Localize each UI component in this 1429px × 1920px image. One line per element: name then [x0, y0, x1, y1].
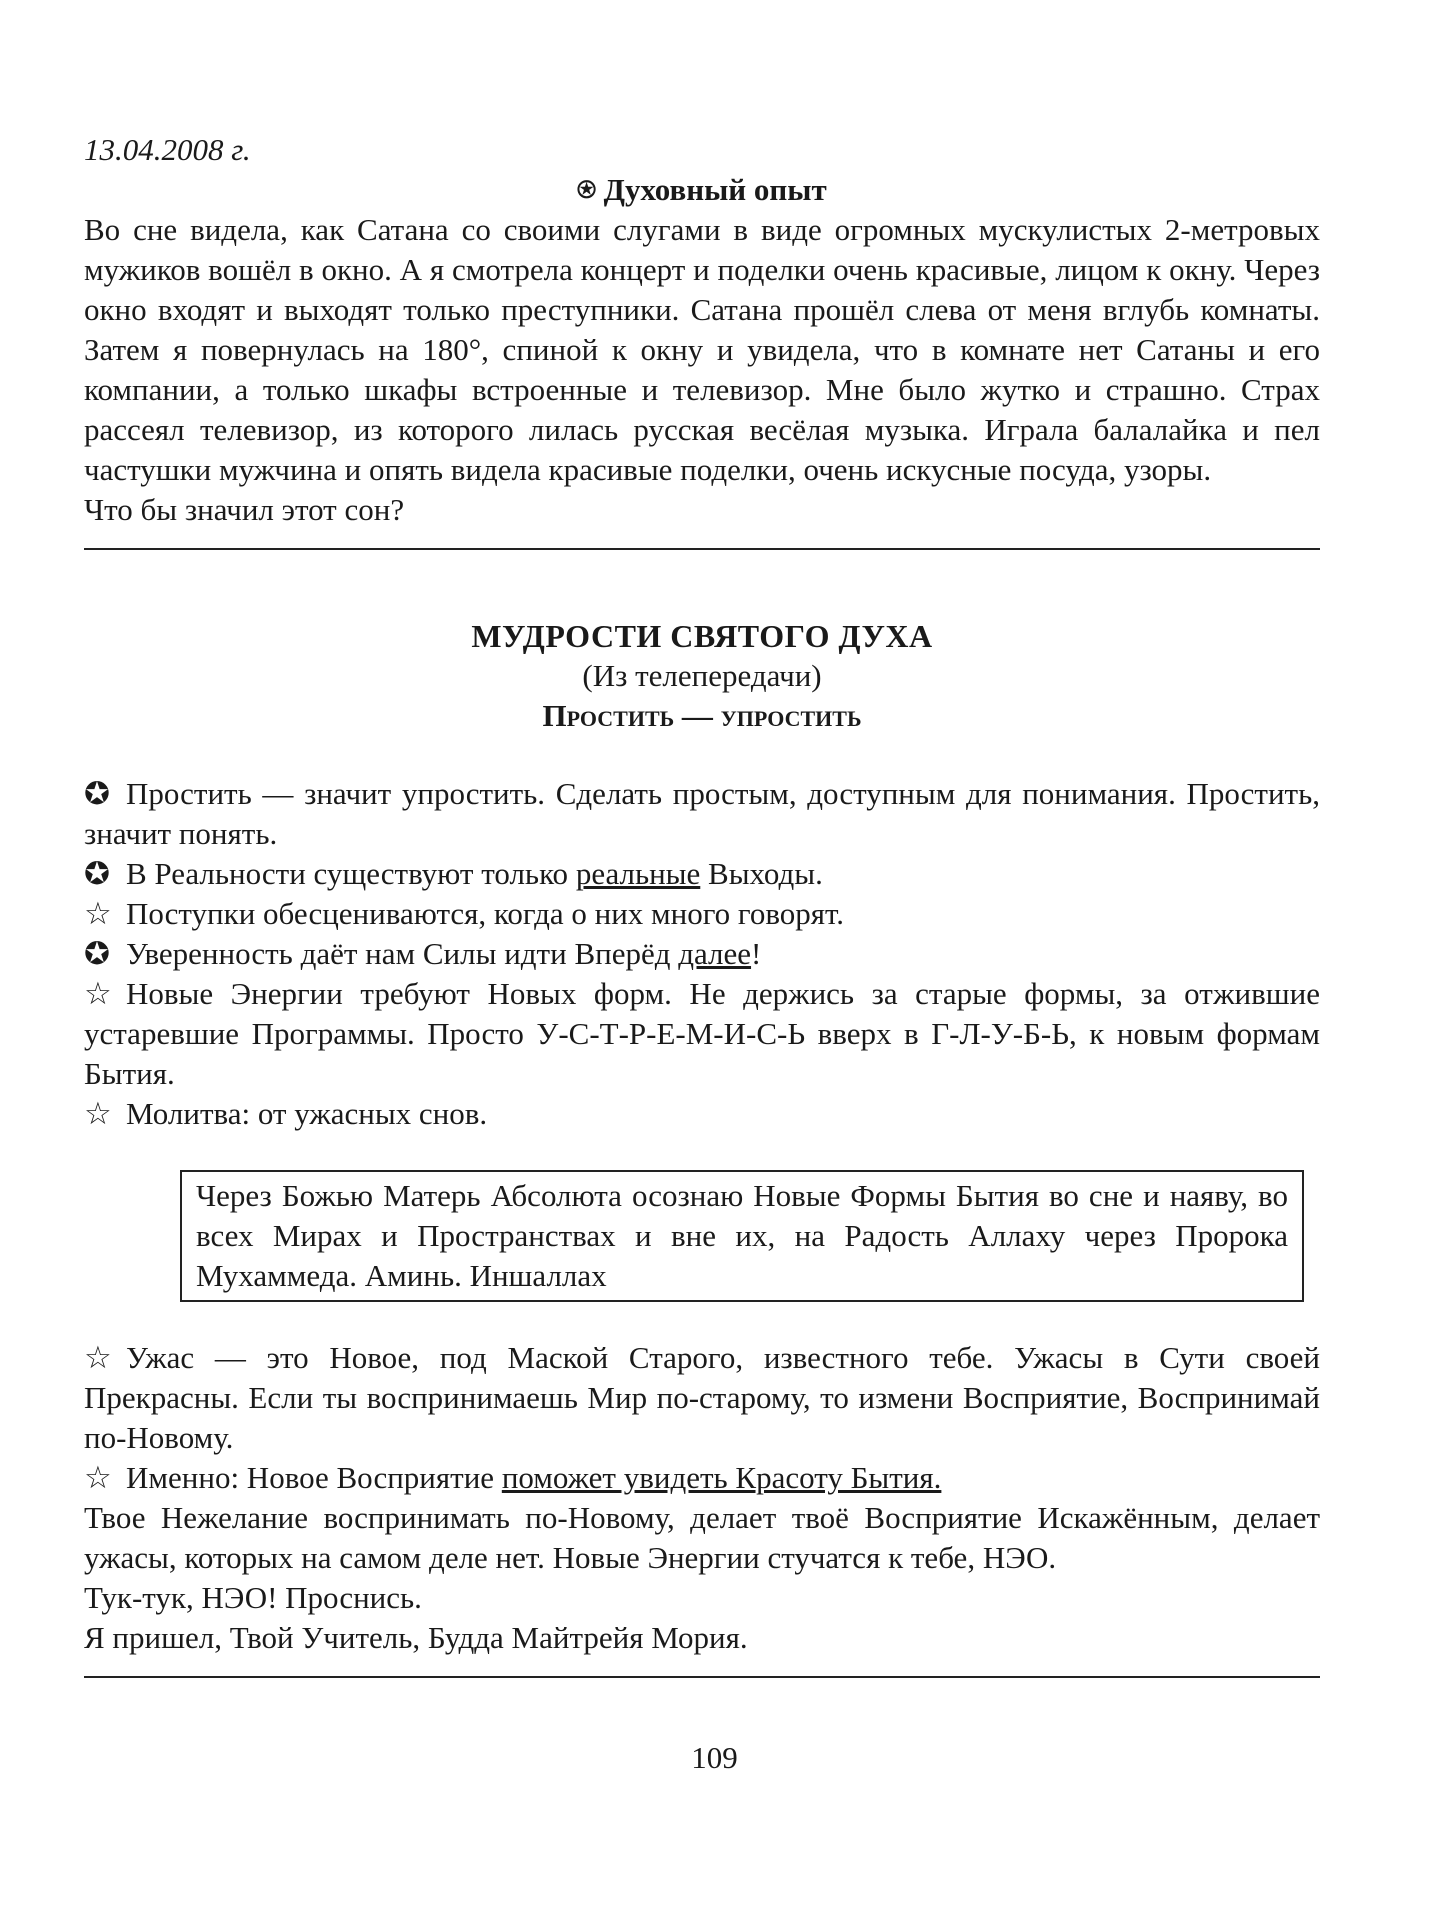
section-subhead: Простить — упростить: [542, 698, 862, 733]
prayer-box: Через Божью Матерь Абсолюта осознаю Новые Формы Бытия во сне и наяву, во всех Мирах и Пространствах и вне их, на Радость Аллаху через Пророка Мухаммеда. Аминь. Иншаллах: [180, 1170, 1304, 1302]
star-outline-icon: ☆: [84, 896, 112, 931]
divider-top: [84, 548, 1320, 550]
list-item: ✪ Уверенность даёт нам Силы идти Вперёд далее!: [84, 934, 1320, 974]
page-number: 109: [691, 1740, 738, 1775]
star-outline-icon: ☆: [84, 976, 112, 1011]
wisdom-list: [84, 774, 1320, 1134]
star-icon: ✪: [84, 856, 110, 891]
list-item: ✪ В Реальности существуют только реальные Выходы.: [84, 854, 1320, 894]
list-item: ✪ Простить — значит упростить. Сделать простым, доступным для понимания. Простить, значит понять.: [84, 776, 1320, 851]
star-icon: ✪: [84, 776, 110, 811]
entry-heading: [84, 170, 1320, 210]
entry-question: Что бы значил этот сон?: [84, 492, 405, 527]
star-icon: ✪: [84, 936, 110, 971]
star-outline-icon: ☆: [84, 1340, 112, 1375]
star-outline-icon: ☆: [84, 1096, 112, 1131]
closing-paragraph: Тук-тук, НЭО! Проснись.: [84, 1580, 422, 1615]
heading-text: Духовный опыт: [603, 172, 827, 207]
heading-star-icon: ⍟: [577, 172, 596, 207]
closing-paragraph: Твое Нежелание воспринимать по-Новому, делает твоё Восприятие Искажённым, делает ужасы, которых на самом деле нет. Новые Энергии стучатся к тебе, НЭО.: [84, 1500, 1320, 1575]
list-item: ☆ Молитва: от ужасных снов.: [84, 1094, 1320, 1134]
entry-date: 13.04.2008 г.: [84, 132, 251, 167]
closing-paragraph: Я пришел, Твой Учитель, Будда Майтрейя Мория.: [84, 1620, 748, 1655]
list-item: ☆ Именно: Новое Восприятие поможет увидеть Красоту Бытия.: [84, 1458, 1320, 1498]
divider-bottom: [84, 1676, 1320, 1678]
entry-text: Во сне видела, как Сатана со своими слугами в виде огромных мускулистых 2-метровых мужиков вошёл в окно. А я смотрела концерт и поделки очень красивые, лицом к окну. Через окно входят и выходят только преступники. Сатана прошёл слева от меня вглубь комнаты. Затем я повернулась на 180°, спиной к окну и увидела, что в комнате нет Сатаны и его компании, а только шкафы встроенные и телевизор. Мне было жутко и страшно. Страх рассеял телевизор, из которого лилась русская весёлая музыка. Играла балалайка и пел частушки мужчина и опять видела красивые поделки, очень искусные посуда, узоры.: [84, 212, 1320, 487]
section-title: МУДРОСТИ СВЯТОГО ДУХА: [471, 618, 933, 654]
page-content: [84, 130, 1320, 1678]
wisdom-list-2: [84, 1338, 1320, 1658]
list-item: ☆ Новые Энергии требуют Новых форм. Не держись за старые формы, за отжившие устаревшие Программы. Просто У-С-Т-Р-Е-М-И-С-Ь вверх в Г-Л-У-Б-Ь, к новым формам Бытия.: [84, 976, 1320, 1091]
list-item: ☆ Поступки обесцениваются, когда о них много говорят.: [84, 894, 1320, 934]
list-item: ☆ Ужас — это Новое, под Маской Старого, известного тебе. Ужасы в Сути своей Прекрасны. Если ты воспринимаешь Мир по-старому, то измени Восприятие, Воспринимай по-Новому.: [84, 1340, 1320, 1455]
star-outline-icon: ☆: [84, 1460, 112, 1495]
section-subtitle: (Из телепередачи): [582, 658, 822, 693]
